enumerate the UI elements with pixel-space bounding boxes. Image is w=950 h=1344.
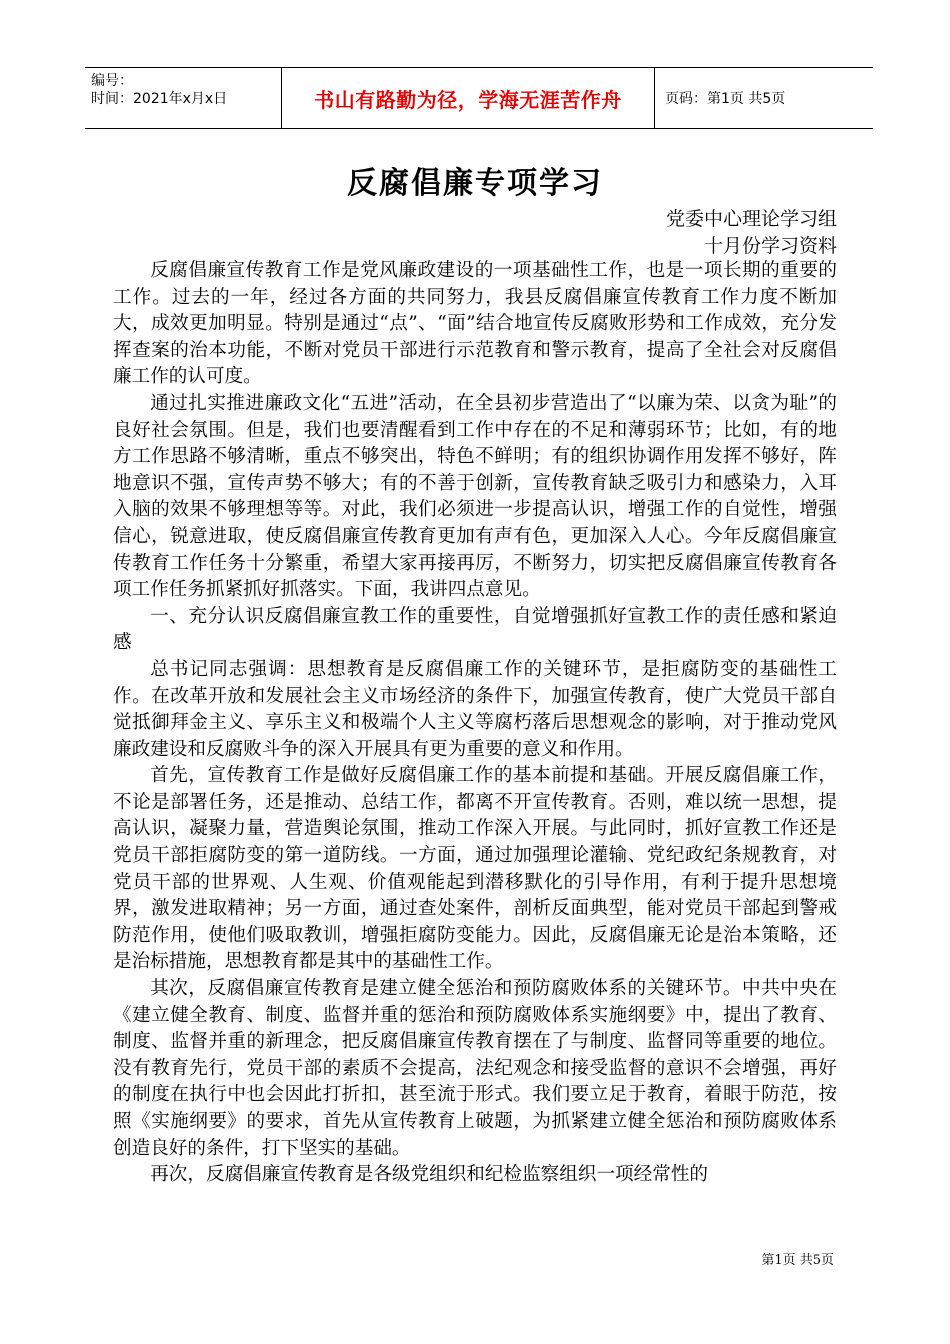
document-title: 反腐倡廉专项学习	[347, 166, 603, 201]
body-paragraph: 首先，宣传教育工作是做好反腐倡廉工作的基本前提和基础。开展反腐倡廉工作，不论是部署任务，还是推动、总结工作，都离不开宣传教育。否则，难以统一思想，提高认识，凝聚力量，营造舆论氛围，推动工作深入开展。与此同时，抓好宣教工作还是党员干部拒腐防变的第一道防线。一方面，通过加强理论灌输、党纪政纪条规教育，对党员干部的世界观、人生观、价值观能起到潜移默化的引导作用，有利于提升思想境界，激发进取精神；另一方面，通过查处案件，剖析反面典型，能对党员干部起到警戒防范作用，使他们吸取教训，增强拒腐防变能力。因此，反腐倡廉无论是治本策略，还是治标措施，思想教育都是其中的基础性工作。	[113, 765, 837, 973]
page-header	[85, 67, 873, 129]
header-motto: 书山有路勤为径，学海无涯苦作舟	[282, 68, 655, 128]
body-paragraph: 其次，反腐倡廉宣传教育是建立健全惩治和预防腐败体系的关键环节。中共中央在《建立健全教育、制度、监督并重的惩治和预防腐败体系实施纲要》中，提出了教育、制度、监督并重的新理念，把反腐倡廉宣传教育摆在了与制度、监督同等重要的地位。没有教育先行，党员干部的素质不会提高，法纪观念和接受监督的意识不会增强，再好的制度在执行中也会因此打折扣，甚至流于形式。我们要立足于教育，着眼于防范，按照《实施纲要》的要求，首先从宣传教育上破题，为抓紧建立健全惩治和预防腐败体系创造良好的条件，打下坚实的基础。	[113, 978, 837, 1159]
body-paragraph: 再次，反腐倡廉宣传教育是各级党组织和纪检监察组织一项经常性的	[150, 1164, 709, 1186]
section-heading: 一、充分认识反腐倡廉宣教工作的重要性，自觉增强抓好宣教工作的责任感和紧迫感	[113, 605, 837, 654]
document-number-label: 编号：	[91, 73, 133, 89]
header-page-info: 页码：第1页 共5页	[665, 91, 786, 107]
body-paragraph: 通过扎实推进廉政文化“五进”活动，在全县初步营造出了“以廉为荣、以贪为耻”的良好社会氛围。但是，我们也要清醒看到工作中存在的不足和薄弱环节；比如，有的地方工作思路不够清晰，重点不够突出，特色不鲜明；有的组织协调作用发挥不够好，阵地意识不强，宣传声势不够大；有的不善于创新，宣传教育缺乏吸引力和感染力，入耳入脑的效果不够理想等等。对此，我们必须进一步提高认识，增强工作的自觉性，增强信心，锐意进取，使反腐倡廉宣传教育更加有声有色，更加深入人心。今年反腐倡廉宣传教育工作任务十分繁重，希望大家再接再厉，不断努力，切实把反腐倡廉宣传教育各项工作任务抓紧抓好抓落实。下面，我讲四点意见。	[113, 392, 837, 601]
footer-page-info: 第1页 共5页	[761, 1253, 834, 1268]
header-meta	[85, 68, 282, 128]
document-time-label: 时间：2021年x月x日	[91, 91, 228, 107]
document-org: 党委中心理论学习组	[665, 208, 837, 230]
document-body	[113, 258, 837, 1189]
body-paragraph: 总书记同志强调：思想教育是反腐倡廉工作的关键环节，是拒腐防变的基础性工作。在改革开放和发展社会主义市场经济的条件下，加强宣传教育，使广大党员干部自觉抵御拜金主义、享乐主义和极端个人主义等腐朽落后思想观念的影响，对于推动党风廉政建设和反腐败斗争的深入开展具有更为重要的意义和作用。	[113, 658, 837, 760]
body-paragraph: 反腐倡廉宣传教育工作是党风廉政建设的一项基础性工作，也是一项长期的重要的工作。过去的一年，经过各方面的共同努力，我县反腐倡廉宣传教育工作力度不断加大，成效更加明显。特别是通过“点”、“面”结合地宣传反腐败形势和工作成效，充分发挥查案的治本功能，不断对党员干部进行示范教育和警示教育，提高了全社会对反腐倡廉工作的认可度。	[113, 260, 837, 388]
document-subtitle: 十月份学习资料	[703, 235, 837, 257]
